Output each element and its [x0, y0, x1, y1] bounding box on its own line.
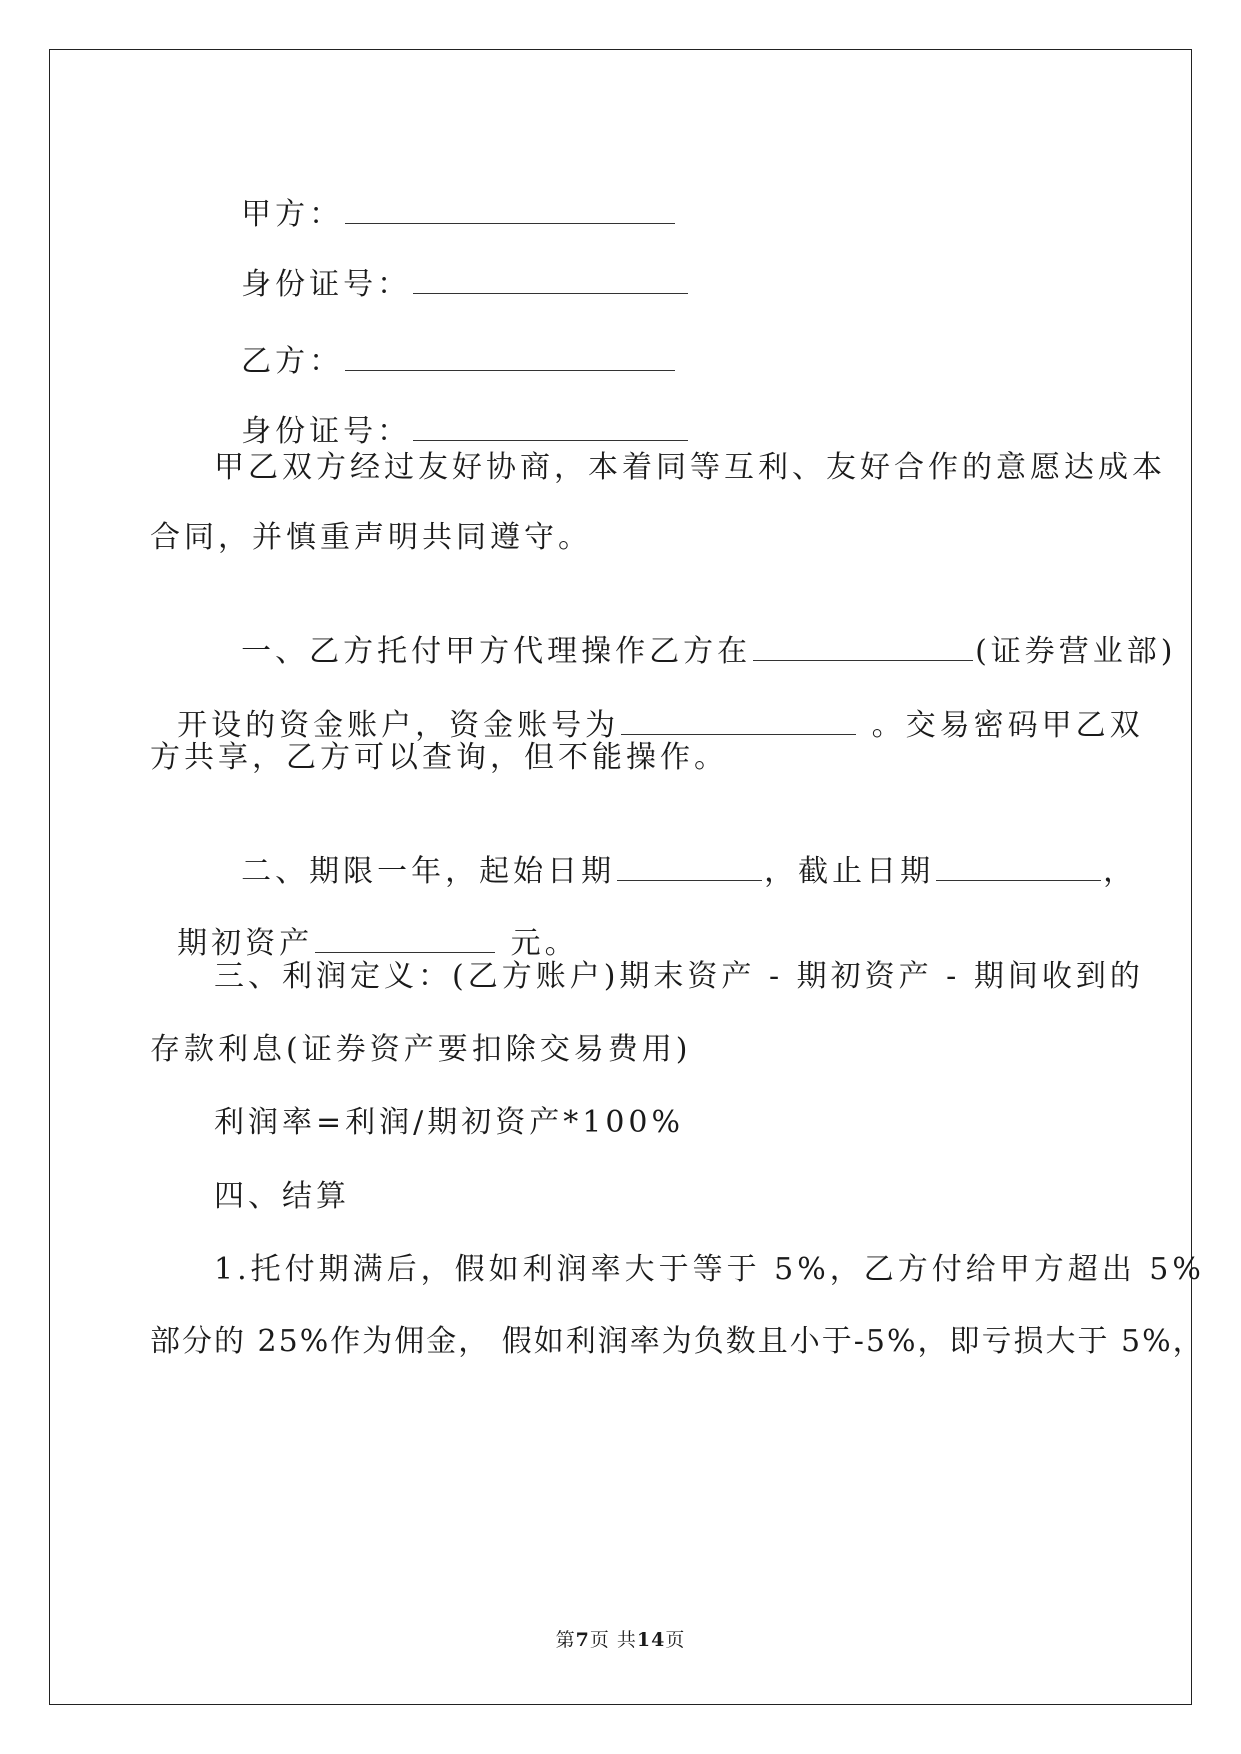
clause2-text-c: ， [1103, 854, 1138, 889]
party-a-label: 甲方： [241, 197, 344, 232]
clause1-line-1 [214, 592, 1177, 672]
id-a-blank[interactable] [413, 265, 688, 294]
clause2-text-d: 期初资产 [177, 926, 314, 961]
clause3-line-1: 三、利润定义：(乙方账户)期末资产 - 期初资产 - 期间收到的 [214, 959, 1144, 994]
clause4-title: 四、结算 [214, 1179, 350, 1214]
party-b-label: 乙方： [241, 344, 344, 379]
party-b-blank[interactable] [345, 342, 675, 371]
page-footer [0, 1625, 1241, 1652]
party-a-line [214, 155, 677, 235]
id-b-label: 身份证号： [241, 414, 412, 449]
profit-rate-formula: 利润率=利润/期初资产*100% [214, 1105, 685, 1140]
id-a-line [214, 225, 690, 305]
footer-current-page: 7 [575, 1629, 590, 1651]
clause2-text-e: 元。 [510, 926, 579, 961]
clause2-text-a: 二、期限一年，起始日期 [241, 854, 616, 889]
clause1-line-3: 方共享，乙方可以查询，但不能操作。 [150, 740, 728, 775]
clause1-text-c: 开设的资金账户，资金账号为 [177, 708, 620, 743]
id-b-blank[interactable] [413, 412, 688, 441]
clause3-line-2: 存款利息(证券资产要扣除交易费用) [150, 1032, 692, 1067]
clause4-item1-line-2: 部分的 25%作为佣金， 假如利润率为负数且小于-5%，即亏损大于 5%， [150, 1324, 1205, 1359]
initial-assets-blank[interactable] [315, 924, 495, 953]
clause2-text-b: ，截止日期 [764, 854, 935, 889]
clause1-text-d: 。交易密码甲乙双 [871, 708, 1144, 743]
securities-office-blank[interactable] [753, 632, 973, 661]
footer-suffix: 页 [665, 1629, 686, 1651]
clause2-line-1 [214, 812, 1137, 892]
clause1-text-a: 一、乙方托付甲方代理操作乙方在 [241, 634, 752, 669]
footer-prefix: 第 [555, 1629, 576, 1651]
id-a-label: 身份证号： [241, 267, 412, 302]
party-b-line [214, 302, 677, 382]
party-a-blank[interactable] [345, 195, 675, 224]
clause2-line-2 [150, 884, 579, 964]
intro-line-1: 甲乙双方经过友好协商，本着同等互利、友好合作的意愿达成本 [214, 450, 1166, 485]
intro-line-2: 合同，并慎重声明共同遵守。 [150, 520, 592, 555]
footer-total-pages: 14 [636, 1629, 666, 1651]
footer-mid: 页 共 [589, 1629, 637, 1651]
clause1-line-2 [150, 666, 1144, 746]
account-number-blank[interactable] [621, 706, 856, 735]
clause1-text-b: (证券营业部) [975, 634, 1177, 669]
id-b-line [214, 372, 690, 452]
end-date-blank[interactable] [936, 852, 1101, 881]
clause4-item1-line-1: 1.托付期满后，假如利润率大于等于 5%，乙方付给甲方超出 5% [214, 1252, 1205, 1287]
start-date-blank[interactable] [617, 852, 762, 881]
